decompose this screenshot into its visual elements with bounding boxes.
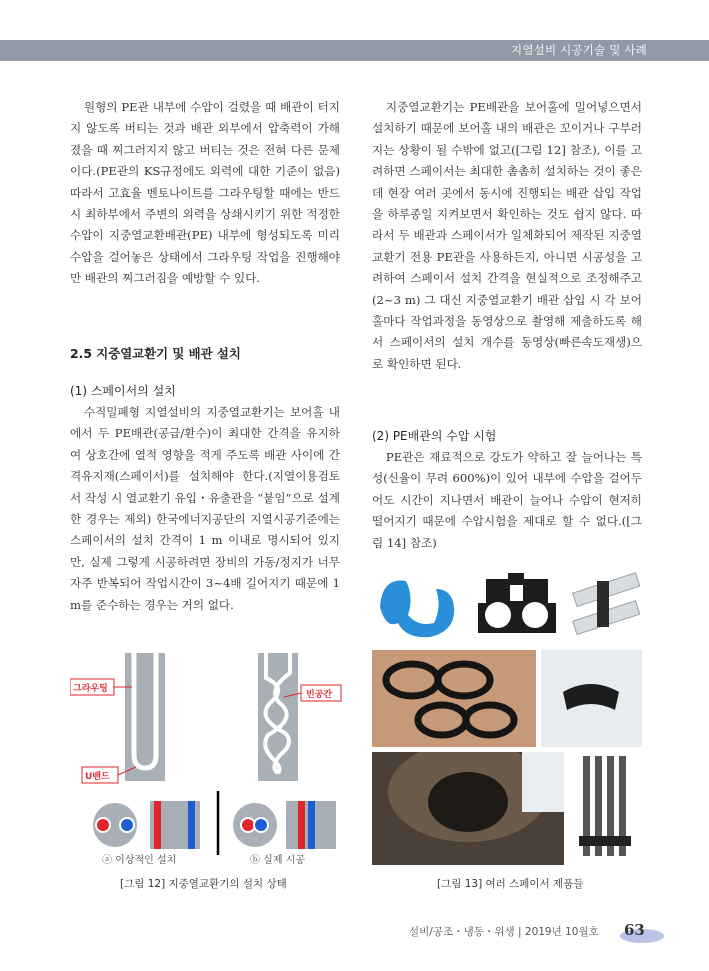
bracket-shape [563,684,619,710]
borehole-ideal [125,653,165,781]
photo-pipes-with-spacer [569,752,642,865]
borehole-depth [428,772,508,832]
pipe-supply-ideal [96,818,110,832]
blue-spacer-svg [372,567,464,644]
photo-black-spacer [468,567,565,644]
subsection-pressure-test-title: (2) PE배관의 수압 시험 [372,429,497,443]
photo-pipe-clip [569,567,642,644]
figure-12-sub-a: ⓐ 이상적인 설치 [102,855,177,866]
right-paragraph-1 [372,97,642,375]
spacer-on-pipes [579,836,631,846]
borehole-svg [372,752,564,865]
figure-12-svg [70,643,370,873]
black-spacer-hole-top [510,585,523,601]
stripe-blue-actual [308,801,315,849]
left-paragraph-2 [70,402,340,616]
photo-bracket [541,650,642,747]
photo-black-clips [372,650,536,747]
subsection-spacer-title: (1) 스페이서의 설치 [70,384,176,398]
pipe-clip-svg [569,567,642,644]
pipe-supply-actual [241,818,255,832]
figure-12-sub-b: ⓑ 실제 시공 [250,855,305,866]
footer-publication: 설비/공조・냉동・위생 | 2019년 10월호 [409,926,599,938]
stripe-red-ideal [154,801,161,849]
black-spacer-svg [468,567,565,644]
page-number: 63 [624,921,645,939]
left-paragraph-1 [70,97,340,290]
right-paragraph-2 [372,447,642,554]
snow-area [522,752,564,812]
black-spacer-hole-right [522,602,548,628]
photo-blue-spacer [372,567,464,644]
left-para1-text: 원형의 PE관 내부에 수압이 걸렸을 때 배관이 터지지 않도록 버티는 것과 배관 외부에서 압축력이 가해졌을 때 찌그러지지 않고 버티는 것은 전혀 다른 문제이다.(PE관의 KS규정에도 외력에 대한 기준이 없음) 따라서 고효율 벤토나이트를 그라우팅할 때에는 반드시 최하부에서 주변의 외력을 상쇄시키기 위한 적정한 수압이 지중열교환배관(PE) 내부에 형성되도록 미리 수압을 걸어놓은 상태에서 그라우팅 작업을 진행해야만 배관의 찌그러짐을 예방할 수 있다. [70,100,340,286]
header-bar [0,40,709,61]
black-clips-svg [372,650,536,747]
blue-spacer-shape [380,581,454,638]
bracket-svg [541,650,642,747]
label-ubend: U밴드 [85,772,110,782]
stripe-red-actual [298,801,305,849]
pipe-return-ideal [120,818,134,832]
figure-13-caption: [그림 13] 여러 스페이서 제품들 [437,878,584,890]
clip-body [597,581,609,627]
stripe-blue-ideal [188,801,195,849]
section-title: 2.5 지중열교환기 및 배관 설치 [70,346,241,361]
label-void: 빈공간 [306,690,333,700]
black-spacer-hole-left [485,602,511,628]
label-grouting: 그라우팅 [73,684,108,694]
right-para2-text: PE관은 재료적으로 강도가 약하고 잘 늘어나는 특성(신율이 무려 600%)이 있어 내부에 수압을 걸어두어도 시간이 지나면서 배관이 늘어나 수압이 현저히 떨어지기 때문에 수압시험을 제대로 할 수 없다.([그림 14] 참조) [372,450,642,550]
figure-12-diagram [70,643,370,873]
right-para1-text: 지중열교환기는 PE배관을 보어홀에 밀어넣으면서 설치하기 때문에 보어홀 내의 배관은 꼬이거나 구부러지는 상황이 될 수밖에 없고([그림 12] 참조), 이를 고려하면 스페이서는 최대한 촘촘히 설치하는 것이 좋은데 현장 여러 곳에서 동시에 진행되는 배관 삽입 작업을 하루종일 지켜보면서 확인하는 것도 쉽지 않다. 따라서 두 배관과 스페이서가 일체화되어 제작된 지중열교환기 전용 PE관을 사용하든지, 아니면 시공성을 고려하여 스페이서 설치 간격을 현실적으로 조정해주고(2~3 m) 그 대신 지중열교환기 배관 삽입 시 각 보어홀마다 작업과정을 동영상으로 촬영해 제출하도록 해서 스페이서의 설치 개수를 동영상(빠른속도재생)으로 확인하면 된다. [372,100,642,371]
left-para2-text: 수직밀폐형 지열설비의 지중열교환기는 보어홀 내에서 두 PE배관(공급/환수)이 최대한 간격을 유지하여 상호간에 열적 영향을 적게 주도록 배관 사이에 간격유지재(스페이서)를 설치해야 한다.(지열이용검토서 작성 시 열교환기 유입・유출관을 “붙임”으로 설계한 경우는 제외) 한국에너지공단의 지열시공기준에는 스페이서의 설치 간격이 1 m 이내로 명시되어 있지만, 실제 그렇게 시공하려면 장비의 가동/정지가 너무 자주 반복되어 작업시간이 3~4배 길어지기 때문에 1 m를 준수하는 경우는 거의 없다. [70,405,340,612]
pipe-return-actual [254,818,268,832]
figure-12-caption: [그림 12] 지중열교환기의 설치 상태 [120,878,287,890]
photo-borehole [372,752,564,865]
pipes-with-spacer-svg [569,752,642,865]
header-title: 지열설비 시공기술 및 사례 [511,43,647,57]
